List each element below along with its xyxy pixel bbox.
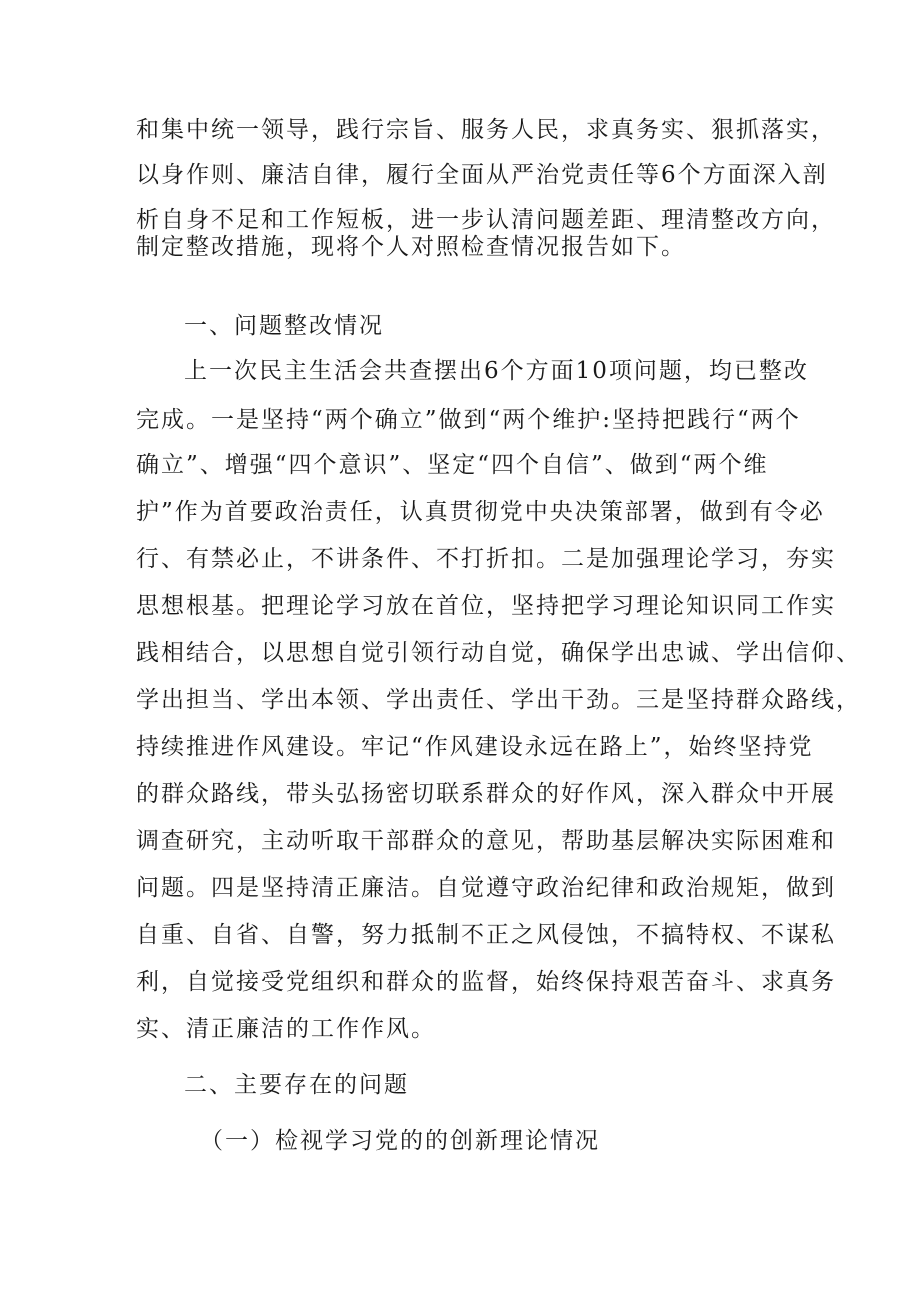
paragraph-line: 学出担当、学出本领、学出责任、学出干劲。三是坚持群众路线， (136, 687, 861, 713)
paragraph-line: 持续推进作风建设。牢记“作风建设永远在路上”，始终坚持党 (136, 734, 814, 760)
paragraph-line: 析自身不足和工作短板，进一步认清问题差距、理清整改方向， (136, 207, 836, 233)
paragraph-line: 自重、自省、自警，努力抵制不正之风侵蚀，不搞特权、不谋私 (136, 922, 836, 948)
paragraph-line: 护”作为首要政治责任，认真贯彻党中央决策部署，做到有令必 (136, 499, 825, 525)
paragraph-line: 制定整改措施，现将个人对照检查情况报告如下。 (136, 234, 686, 260)
paragraph-line: 实、清正廉洁的工作作风。 (136, 1016, 436, 1042)
paragraph-line: 践相结合，以思想自觉引领行动自觉，确保学出忠诚、学出信仰、 (136, 640, 861, 666)
paragraph-line: 思想根基。把理论学习放在首位，坚持把学习理论知识同工作实 (136, 593, 836, 619)
paragraph-line: 利，自觉接受党组织和群众的监督，始终保持艰苦奋斗、求真务 (136, 969, 836, 995)
paragraph-line: 问题。四是坚持清正廉洁。自觉遵守政治纪律和政治规矩，做到 (136, 875, 836, 901)
paragraph-line: 和集中统一领导，践行宗旨、服务人民，求真务实、狠抓落实， (136, 117, 836, 143)
subsection-heading: （一）检视学习党的的创新理论情况 (200, 1128, 600, 1154)
paragraph-line: 以身作则、廉洁自律，履行全面从严治党责任等6个方面深入剖 (136, 162, 828, 188)
paragraph-line: 行、有禁必止，不讲条件、不打折扣。二是加强理论学习，夯实 (136, 546, 836, 572)
paragraph-line: 确立”、增强“四个意识”、坚定“四个自信”、做到“两个维 (136, 452, 769, 478)
section-heading: 一、问题整改情况 (184, 313, 384, 339)
paragraph-line: 上一次民主生活会共查摆出6个方面10项问题，均已整改 (184, 358, 809, 384)
paragraph-line: 完成。一是坚持“两个确立”做到“两个维护:坚持把践行“两个 (136, 407, 801, 433)
paragraph-line: 的群众路线，带头弘扬密切联系群众的好作风，深入群众中开展 (136, 781, 836, 807)
section-heading: 二、主要存在的问题 (184, 1072, 409, 1098)
paragraph-line: 调查研究，主动听取干部群众的意见，帮助基层解决实际困难和 (136, 828, 836, 854)
